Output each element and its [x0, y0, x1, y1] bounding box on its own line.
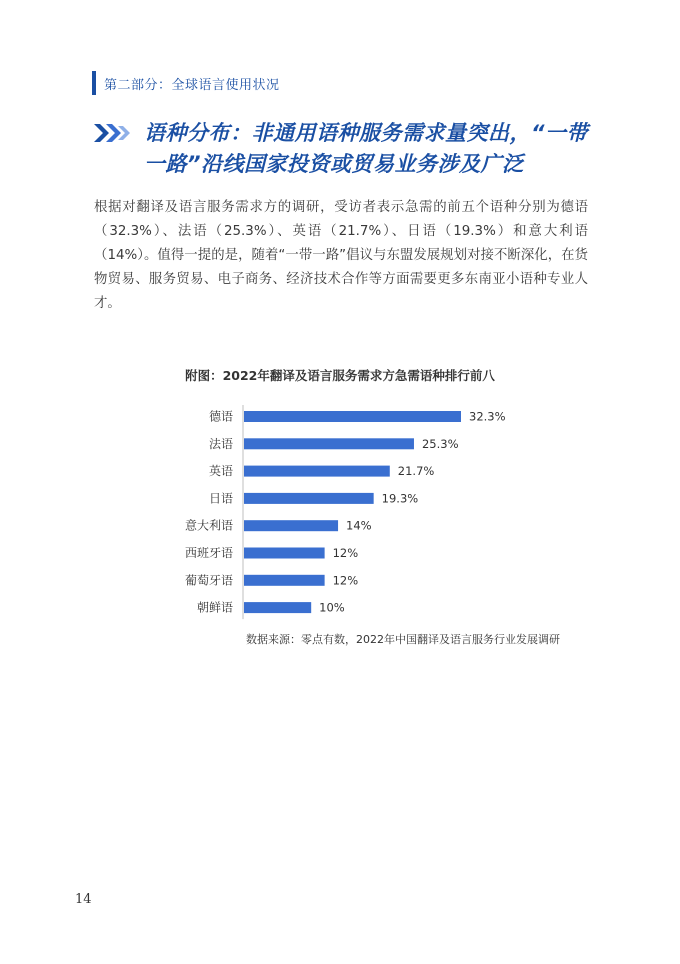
value-label: 12% — [332, 573, 359, 588]
category-label: 朝鲜语 — [196, 600, 233, 615]
bar — [244, 602, 311, 613]
value-label: 10% — [319, 600, 345, 615]
value-label: 32.3% — [469, 409, 506, 424]
body-paragraph: 根据对翻译及语言服务需求方的调研，受访者表示急需的前五个语种分别为德语（32.3%）、法语（25.3%）、英语（21.7%）、日语（19.3%）和意大利语（14%）。值得一提的是，随着“一带一路”倡议与东盟发展规划对接不断深化，在货物贸易、服务贸易、电子商务、经济技术合作等方面需要更多东南亚小语种专业人才。 — [94, 200, 588, 311]
heading-line-1: 语种分布：非通用语种服务需求量突出，“一带 — [144, 121, 589, 145]
bar — [244, 466, 390, 477]
value-label: 21.7% — [397, 464, 435, 479]
category-label: 意大利语 — [184, 518, 233, 533]
value-label: 12% — [332, 546, 359, 560]
value-label: 25.3% — [421, 436, 459, 451]
chart-source: 数据来源：零点有数，2022年中国翻译及语言服务行业发展调研 — [246, 633, 560, 646]
bar — [244, 493, 374, 504]
bar — [244, 575, 325, 586]
category-label: 德语 — [208, 409, 233, 424]
bar — [244, 438, 414, 449]
category-label: 英语 — [208, 464, 233, 479]
category-label: 法语 — [208, 436, 233, 451]
bar — [244, 520, 338, 531]
heading-line-2: 一路”沿线国家投资或贸易业务涉及广泛 — [144, 152, 524, 176]
page-number: 14 — [75, 892, 92, 907]
category-label: 西班牙语 — [184, 546, 233, 560]
category-label: 日语 — [208, 491, 233, 506]
value-label: 19.3% — [381, 491, 419, 506]
bar — [244, 411, 461, 422]
category-label: 葡萄牙语 — [184, 573, 233, 588]
section-title: 第二部分：全球语言使用状况 — [104, 77, 280, 93]
value-label: 14% — [346, 518, 372, 533]
chart-title: 附图：2022年翻译及语言服务需求方急需语种排行前八 — [185, 368, 495, 383]
bar — [244, 548, 325, 559]
